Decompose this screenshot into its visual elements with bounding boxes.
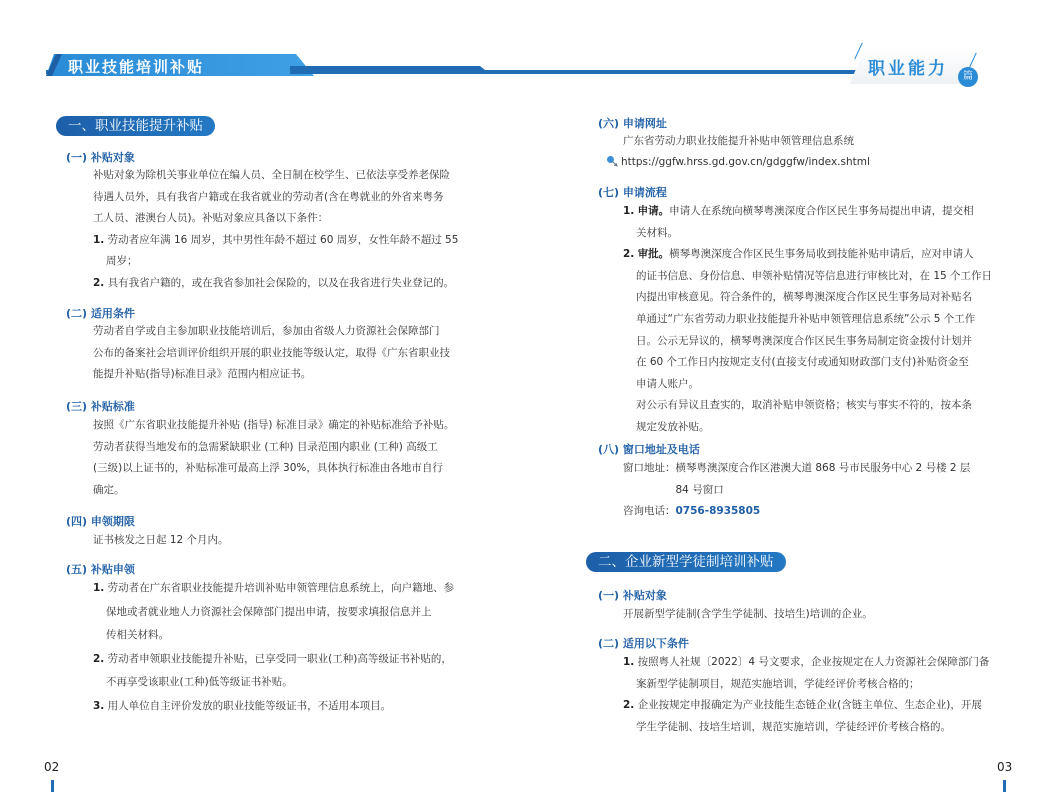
section-pill-part1: 一、职业技能提升补贴: [56, 116, 215, 136]
list-item: 1. 劳动者在广东省职业技能提升培训补贴申领管理信息系统上，向户籍地、参: [93, 582, 455, 594]
paragraph-application-website: 广东省劳动力职业技能提升补贴申领管理信息系统: [623, 135, 854, 147]
heading-applicable-conditions: (二) 适用条件: [66, 307, 135, 320]
list-subsidy-claim: 1. 劳动者在广东省职业技能提升培训补贴申领管理信息系统上，向户籍地、参 保地或者就业地人力资源社会保障部门提出申请，按要求填报信息并上 传相关材料。 2. 劳动者申领职业技能提升补贴，已享受同一职业(工种)高等级证书补贴的， 不再享受该职业(工种)低等级证书补贴。 3. 用人单位自主评价发放的职业技能等级证书，不适用本项目。: [93, 577, 513, 718]
paragraph-subsidy-target-2: 开展新型学徒制(含学生学徒制、技培生)培训的企业。: [623, 608, 873, 620]
page-tick-left: [51, 780, 54, 792]
list-item: 1. 按照粤人社规〔2022〕4 号文要求，企业按规定在人力资源社会保障部门备: [623, 656, 990, 668]
brand-badge: 篇: [958, 67, 978, 87]
list-item: 1. 劳动者应年满 16 周岁，其中男性年龄不超过 60 周岁，女性年龄不超过 55: [93, 233, 459, 246]
page-tick-right: [1003, 780, 1006, 792]
heading-conditions-2: (二) 适用以下条件: [598, 637, 689, 650]
paragraph-subsidy-target: 补贴对象为除机关事业单位在编人员、全日制在校学生、已依法享受养老保险 待遇人员外，具有我省户籍或在我省就业的劳动者(含在粤就业的外省来粤务 工人员、港澳台人员)。补贴对象应具备以下条件： 1. 劳动者应年满 16 周岁，其中男性年龄不超过 60 周岁，女性年龄不超过 55 周岁； 2. 具有我省户籍的，或在我省参加社会保险的，以及在我省进行失业登记的。: [93, 165, 513, 294]
paragraph-applicable-conditions: 劳动者自学或自主参加职业技能培训后，参加由省级人力资源社会保障部门 公布的备案社会培训评价组织开展的职业技能等级认定，取得《广东省职业技 能提升补贴(指导)标准目录》范围内相应证书。: [93, 325, 450, 380]
address-value: 横琴粤澳深度合作区港澳大道 868 号市民服务中心 2 号楼 2 层 84 号窗口: [675, 462, 971, 496]
paragraph-subsidy-standard: 按照《广东省职业技能提升补贴 (指导) 标准目录》确定的补贴标准给予补贴。 劳动者获得当地发布的急需紧缺职业 (工种) 目录范围内职业 (工种) 高级工 (三级)以上证书的，补贴标准可最高上浮 30%，具体执行标准由各地市自行 确定。: [93, 419, 455, 496]
heading-subsidy-standard: (三) 补贴标准: [66, 400, 135, 413]
heading-application-website: (六) 申请网址: [598, 117, 667, 130]
phone-label: 咨询电话：: [623, 505, 676, 517]
list-item: 1. 申请。申请人在系统向横琴粤澳深度合作区民生事务局提出申请，提交相: [623, 205, 974, 217]
page-number-right: 03: [997, 760, 1013, 774]
heading-application-process: (七) 申请流程: [598, 186, 667, 199]
section-pill-part2: 二、企业新型学徒制培训补贴: [586, 552, 786, 572]
page-number-left: 02: [44, 760, 60, 774]
url-row: [606, 152, 1006, 174]
phone-number: 0756-8935805: [675, 505, 761, 517]
heading-subsidy-claim: (五) 补贴申领: [66, 563, 135, 576]
list-item: 2. 企业按规定申报确定为产业技能生态链企业(含链主单位、生态企业)，开展: [623, 699, 982, 711]
link-cursor-icon: [606, 155, 618, 167]
list-item: 3. 用人单位自主评价发放的职业技能等级证书，不适用本项目。: [93, 699, 392, 712]
brand-title: 职业能力: [868, 59, 948, 79]
heading-claim-period: (四) 申领期限: [66, 515, 135, 528]
heading-subsidy-target: (一) 补贴对象: [66, 151, 135, 164]
heading-window-address: (八) 窗口地址及电话: [598, 443, 700, 456]
header-tail: [290, 66, 490, 74]
application-url-link[interactable]: https://ggfw.hrss.gd.gov.cn/gdggfw/index.shtml: [621, 156, 870, 168]
paragraph-claim-period: 证书核发之日起 12 个月内。: [93, 534, 229, 546]
list-conditions-2: 1. 按照粤人社规〔2022〕4 号文要求，企业按规定在人力资源社会保障部门备 案新型学徒制项目，规范实施培训，学徒经评价考核合格的； 2. 企业按规定申报确定为产业技能生态链企业(含链主单位、生态企业)，开展 学生学徒制、技培生培训，规范实施培训，学徒经评价考核合格的。: [623, 652, 1013, 738]
address-label: 窗口地址：: [623, 462, 676, 474]
section-header-title: 职业技能培训补贴: [68, 58, 205, 76]
list-item: 2. 具有我省户籍的，或在我省参加社会保险的，以及在我省进行失业登记的。: [93, 276, 455, 289]
heading-subsidy-target-2: (一) 补贴对象: [598, 589, 667, 602]
list-item: 2. 审批。横琴粤澳深度合作区民生事务局收到技能补贴申请后，应对申请人: [623, 248, 974, 261]
paragraph-window-address: [623, 458, 1008, 523]
list-item: 2. 劳动者申领职业技能提升补贴，已享受同一职业(工种)高等级证书补贴的，: [93, 652, 452, 665]
list-application-process: 1. 申请。申请人在系统向横琴粤澳深度合作区民生事务局提出申请，提交相 关材料。 2. 审批。横琴粤澳深度合作区民生事务局收到技能补贴申请后，应对申请人 的证书信息、身份信息、申领补贴情况等信息进行审核比对，在 15 个工作日 内提出审核意见。符合条件的，横琴粤澳深度合作区民生事务局对补贴名 单通过“广东省劳动力职业技能提升补贴申领管理信息系统”公示 5 个工作 日。公示无异议的，横琴粤澳深度合作区民生事务局制定资金拨付计划并 在 60 个工作日内按规定支付(直接支付或通知财政部门支付)补贴资金至 申请人账户。 对公示有异议且查实的，取消补贴申领资格；核实与事实不符的，按本条 规定发放补贴。: [623, 201, 1008, 439]
